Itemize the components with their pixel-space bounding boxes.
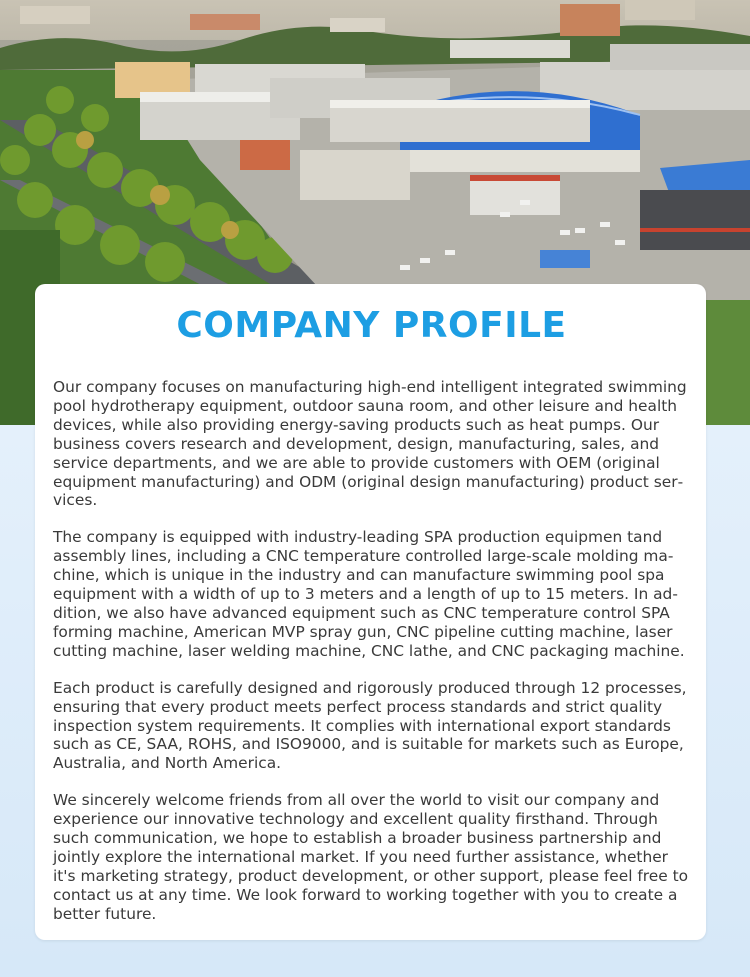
- profile-paragraph-equipment: The company is equipped with industry-leading SPA production equipmen tand assembly lines, including a CNC temperature controlled large-scale molding machine, which is unique in the industry and can manufacture swimming pool spa equipment with a width of up to 3 meters and a length of up to 15 meters. In addition, we also have advanced equipment such as CNC temperature control SPA forming machine, American MVP spray gun, CNC pipeline cutting machine, laser cutting machine, laser welding machine, CNC lathe, and CNC packaging machine.: [53, 528, 685, 660]
- page-title: COMPANY PROFILE: [176, 305, 567, 346]
- profile-body: [53, 378, 690, 924]
- profile-paragraph-intro: Our company focuses on manufacturing high-end intelligent integrated swimming pool hydrotherapy equipment, outdoor sauna room, and other leisure and health devices, while also providing energy-saving products such as heat pumps. Our business covers research and development, design, manufacturing, sales, and service departments, and we are able to provide customers with OEM (original equipment manufacturing) and ODM (original design manufacturing) product services.: [53, 378, 687, 510]
- profile-paragraph-welcome: We sincerely welcome friends from all over the world to visit our company and experience our innovative technology and excellent quality firsthand. Through such communication, we hope to establish a broader business partnership and jointly explore the international market. If you need further assistance, whether it's marketing strategy, product development, or other support, please feel free to contact us at any time. We look forward to working together with you to create a better future.: [53, 791, 689, 923]
- company-profile-card: [35, 284, 706, 940]
- profile-paragraph-quality: Each product is carefully designed and rigorously produced through 12 processes, ensuring that every product meets perfect process standards and strict quality inspection system requirements. It complies with international export standards such as CE, SAA, ROHS, and ISO9000, and is suitable for markets such as Europe, Australia, and North America.: [53, 678, 687, 773]
